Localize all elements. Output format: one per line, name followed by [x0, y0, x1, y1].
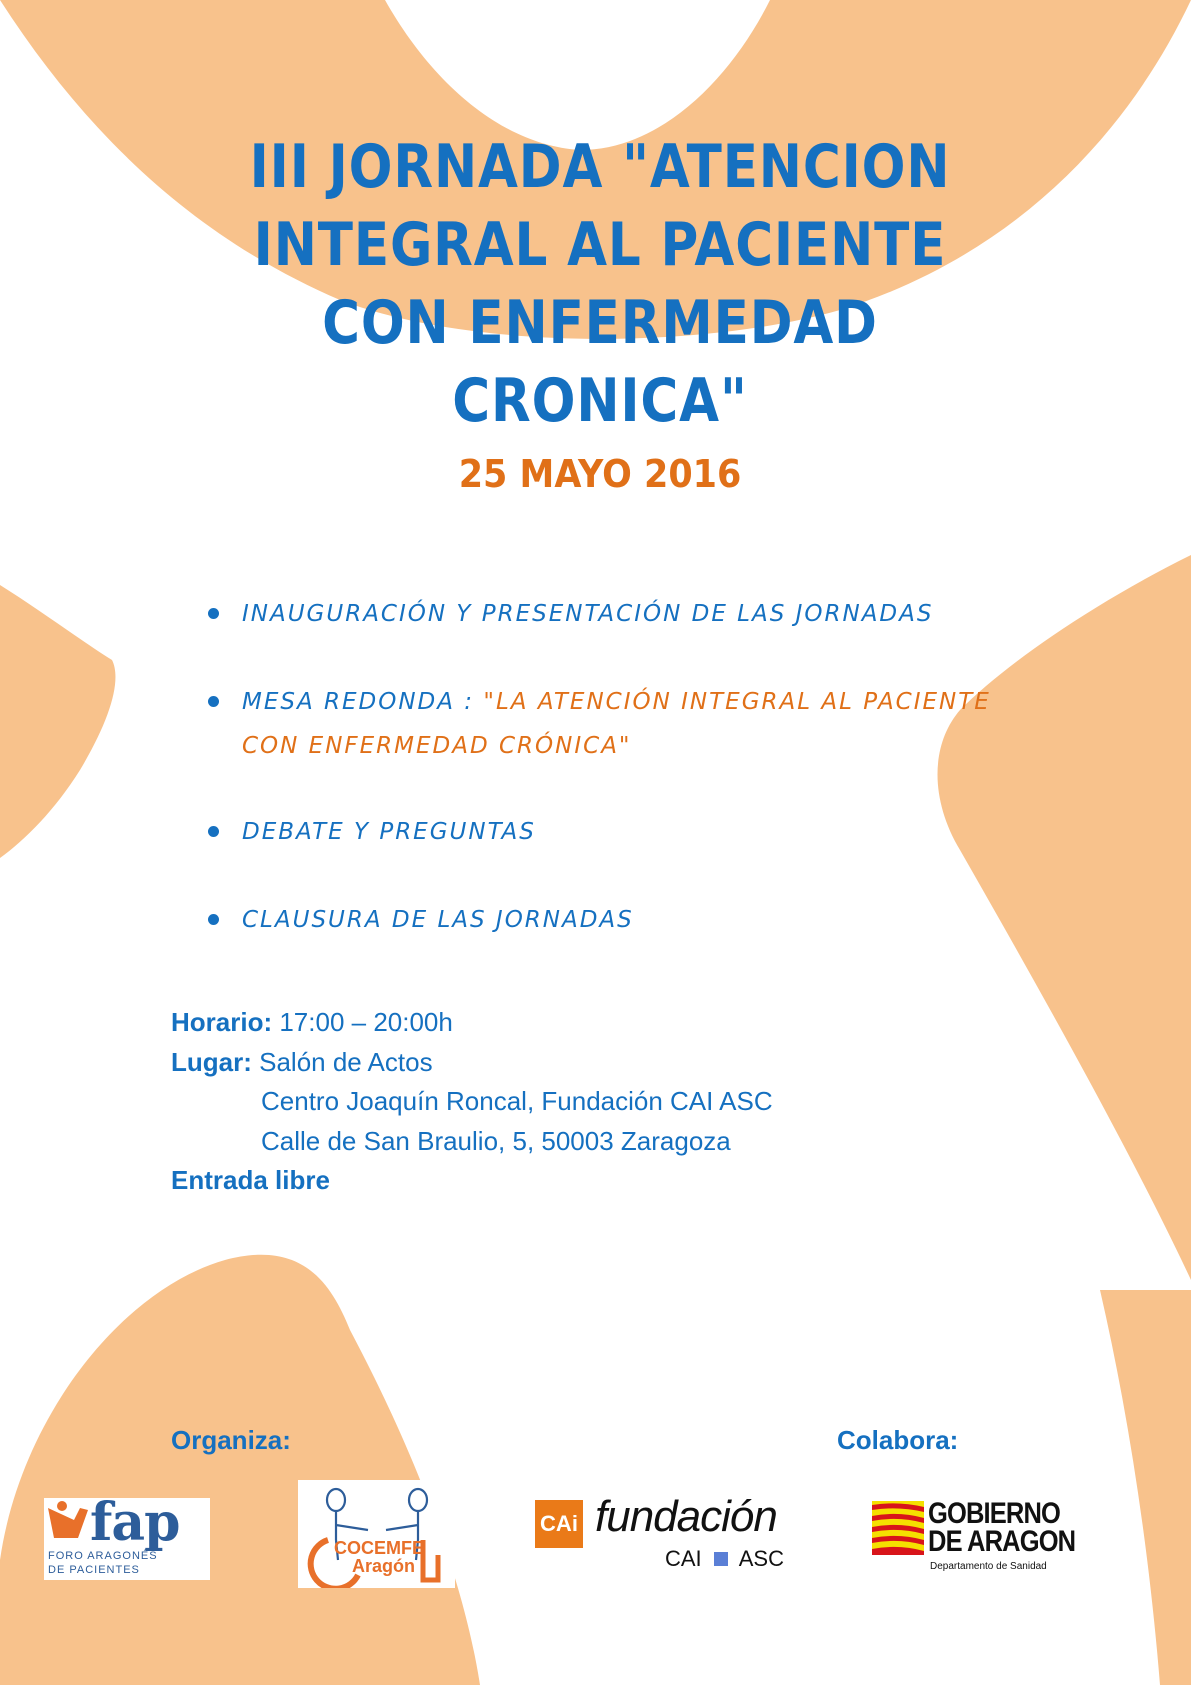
horario-row: [171, 1003, 773, 1043]
gobierno-aragon-logo: [872, 1497, 1112, 1577]
lugar-line-2: Centro Joaquín Roncal, Fundación CAI ASC: [261, 1086, 773, 1116]
cai-sub: CAI ASC: [665, 1546, 784, 1571]
horario-value: 17:00 – 20:00h: [272, 1007, 453, 1037]
agenda-item-text: CLAUSURA DE LAS JORNADAS: [242, 907, 634, 933]
fap-subtitle-2: DE PACIENTES: [48, 1564, 140, 1576]
bullet-icon: [208, 826, 219, 837]
fap-subtitle-1: FORO ARAGONÉS: [48, 1550, 158, 1562]
title-line-4: CRONICA": [452, 366, 748, 436]
right-shape: [938, 555, 1191, 1280]
lugar-row: [171, 1043, 773, 1083]
gobierno-line2: DE ARAGON: [928, 1525, 1076, 1558]
fap-logo: [44, 1492, 210, 1580]
event-title: [213, 128, 987, 440]
bottom-right-sliver-shape: [1100, 1290, 1191, 1685]
left-shape: [0, 585, 115, 858]
fap-wordmark: fap: [90, 1492, 180, 1553]
bullet-icon: [208, 696, 219, 707]
agenda-item: [208, 680, 991, 768]
agenda-item-text: DEBATE Y PREGUNTAS: [242, 819, 536, 845]
title-line-3: CON ENFERMEDAD: [322, 288, 878, 358]
lugar-label: Lugar:: [171, 1046, 252, 1077]
title-line-1: III JORNADA "ATENCION: [249, 132, 951, 202]
organiza-label: Organiza:: [171, 1425, 291, 1455]
entrada-libre: Entrada libre: [171, 1165, 330, 1195]
colabora-label: Colabora:: [837, 1425, 959, 1455]
cocemfe-line1: COCEMFE: [334, 1538, 424, 1558]
cai-square-icon: [714, 1552, 728, 1566]
gobierno-dept: Departamento de Sanidad: [930, 1561, 1047, 1572]
bullet-icon: [208, 608, 219, 619]
lugar-value: Salón de Actos: [251, 1046, 433, 1077]
agenda-item: [208, 898, 634, 942]
agenda-item-text: INAUGURACIÓN Y PRESENTACIÓN DE LAS JORNADAS: [242, 601, 934, 627]
bullet-icon: [208, 914, 219, 925]
agenda-item-text: MESA REDONDA :: [242, 689, 484, 715]
event-info: [171, 1003, 773, 1201]
aragon-flag-icon: [872, 1501, 924, 1555]
agenda-item-highlight: "LA ATENCIÓN INTEGRAL AL PACIENTE: [483, 689, 991, 715]
horario-label: Horario:: [171, 1007, 273, 1037]
agenda-item: [208, 592, 933, 636]
cocemfe-logo: [298, 1480, 455, 1588]
agenda-item: [208, 810, 536, 854]
gobierno-line1: GOBIERNO: [928, 1497, 1061, 1530]
event-date: 25 MAYO 2016: [458, 452, 742, 496]
cai-badge-icon: CAi: [535, 1500, 583, 1548]
cocemfe-line2: Aragón: [352, 1556, 415, 1576]
title-line-2: INTEGRAL AL PACIENTE: [253, 210, 947, 280]
agenda-item-highlight: CON ENFERMEDAD CRÓNICA": [242, 733, 632, 759]
lugar-line-3: Calle de San Braulio, 5, 50003 Zaragoza: [261, 1125, 731, 1156]
cai-wordmark: fundación: [595, 1492, 777, 1541]
fundacion-cai-logo: [535, 1492, 795, 1576]
bottom-left-hill-shape: [0, 1255, 480, 1685]
